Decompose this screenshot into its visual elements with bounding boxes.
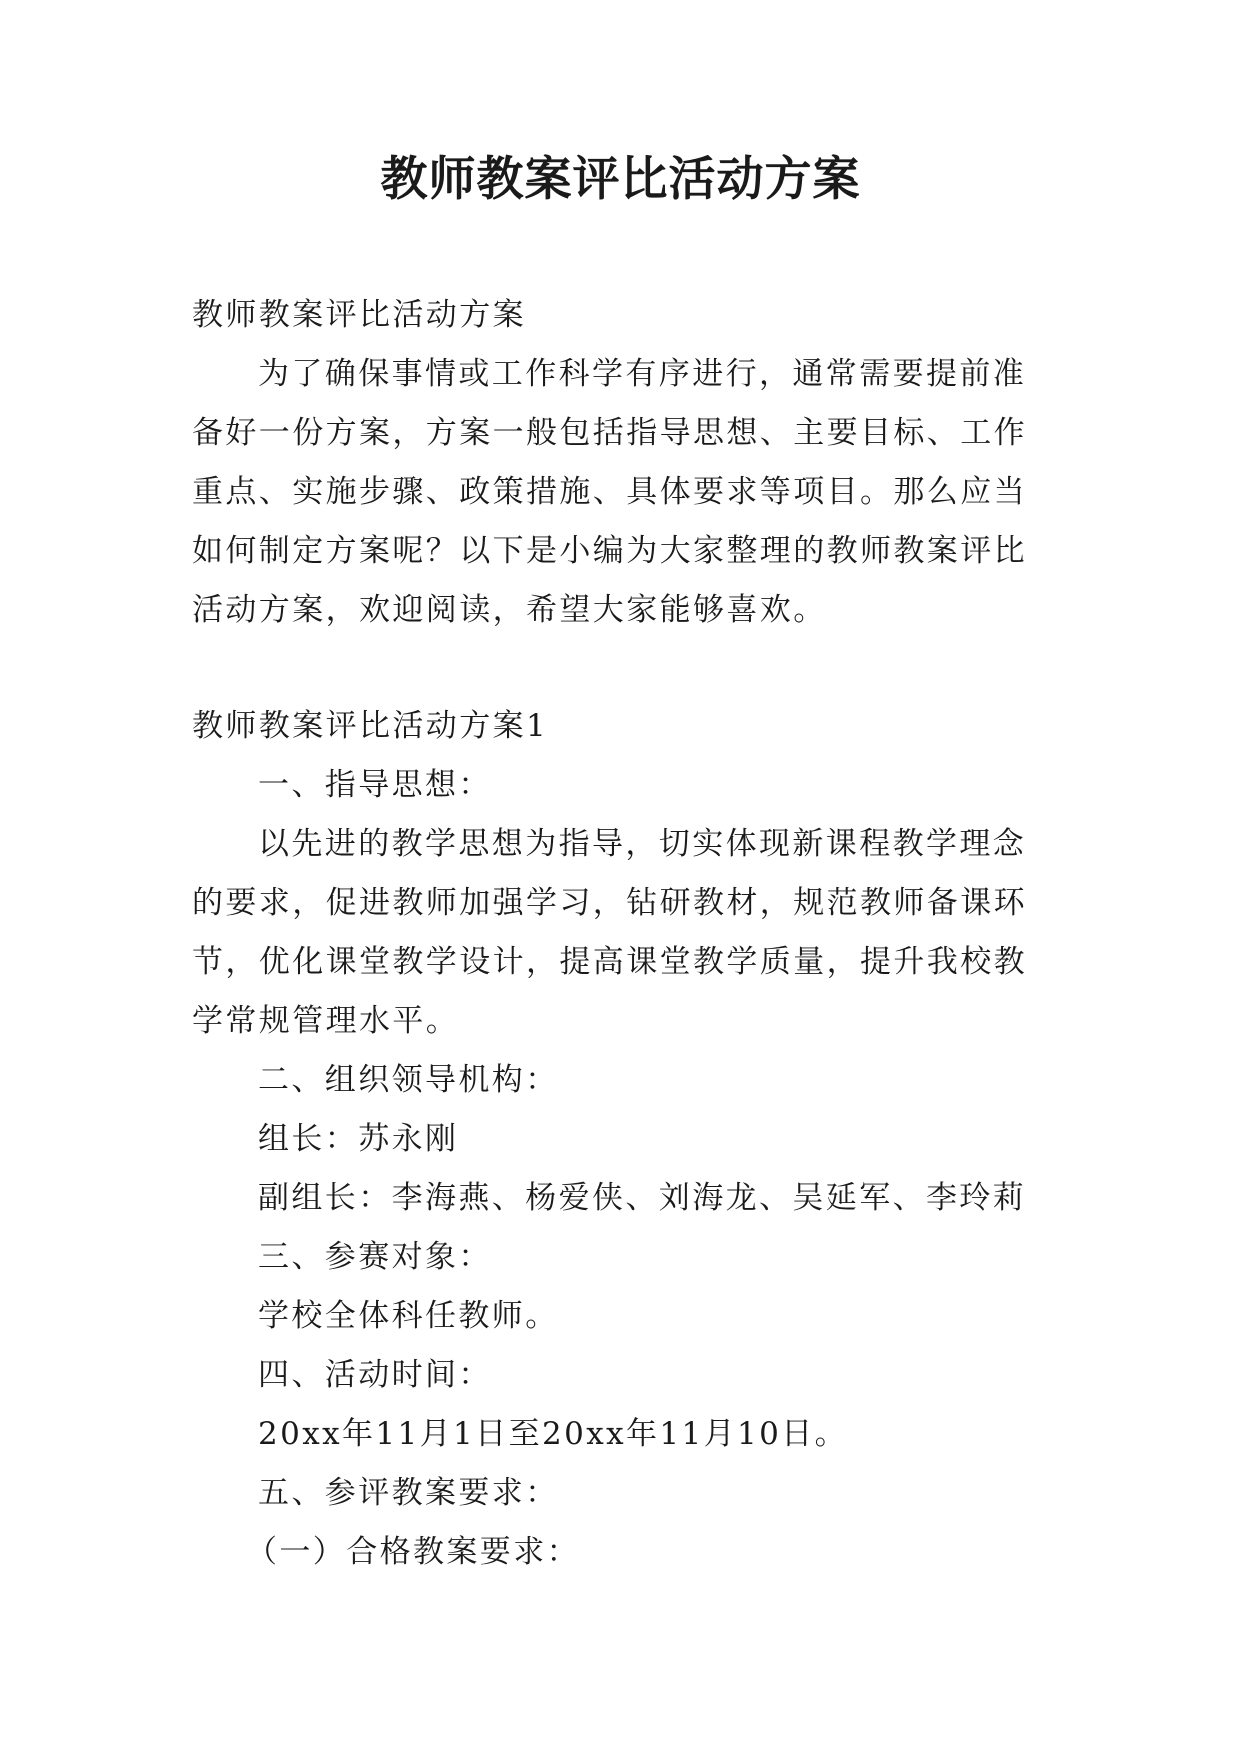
intro-heading: 教师教案评比活动方案 (192, 297, 526, 333)
section-text-participants: 学校全体科任教师。 (258, 1298, 559, 1334)
section-heading-requirements: 五、参评教案要求： (258, 1475, 559, 1511)
section-heading-organization: 二、组织领导机构： (258, 1062, 559, 1098)
section-text-time: 20xx年11月1日至20xx年11月10日。 (258, 1416, 849, 1452)
section-heading-time: 四、活动时间： (258, 1357, 492, 1393)
section-text-guiding: 以先进的教学思想为指导，切实体现新课程教学理念的要求，促进教师加强学习，钻研教材，规范教师备课环节，优化课堂教学设计，提高课堂教学质量，提升我校教学常规管理水平。 (192, 826, 1027, 1039)
plan-body (192, 756, 1052, 1582)
document-title: 教师教案评比活动方案 (380, 152, 861, 207)
section-heading-guiding: 一、指导思想： (258, 767, 492, 803)
subsection-heading-qualified: （一）合格教案要求： (246, 1534, 580, 1570)
leader-line: 组长：苏永刚 (258, 1121, 459, 1157)
deputy-leaders-line: 副组长：李海燕、杨爱侠、刘海龙、吴延军、李玲莉 (258, 1180, 1027, 1216)
section-heading-participants: 三、参赛对象： (258, 1239, 492, 1275)
intro-paragraph: 为了确保事情或工作科学有序进行，通常需要提前准备好一份方案，方案一般包括指导思想、主要目标、工作重点、实施步骤、政策措施、具体要求等项目。那么应当如何制定方案呢？以下是小编为大家整理的教师教案评比活动方案，欢迎阅读，希望大家能够喜欢。 (192, 356, 1027, 628)
plan-heading: 教师教案评比活动方案1 (192, 708, 549, 744)
